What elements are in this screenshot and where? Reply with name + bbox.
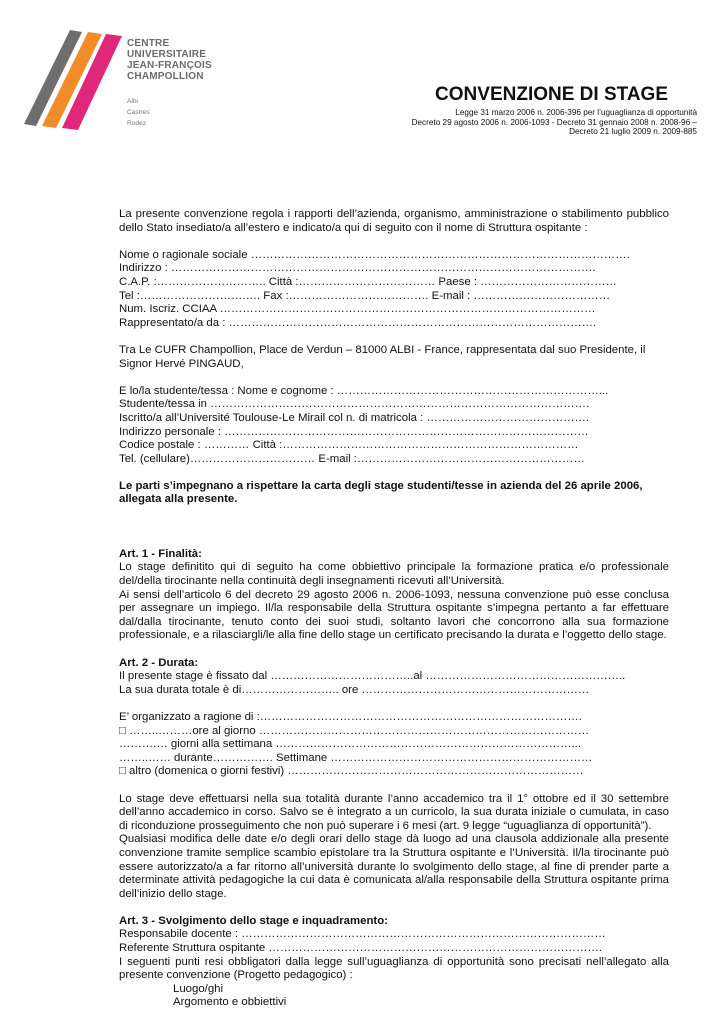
art2-option-text: ……..………ore al giorno …………………………………………………………………………… — [125, 724, 590, 737]
student-field-line: Indirizzo personale : …………………………………………………………………………………… — [119, 425, 589, 438]
art1-paragraph: Lo stage definitito qui di seguito ha come obbiettivo principale la formazione pratica e/o professionale del/della tirocinante nella continuità degli insegnamenti ricevuti all’Università. — [119, 561, 669, 588]
institution-line: CENTRE — [127, 38, 170, 49]
art2-duration-line: La sua durata totale è di…………………….. ore …………………………………………………… — [119, 683, 590, 696]
host-field-line: C.A.P. :……………………….. Città :……………………………… Paese : ……………………………… — [119, 275, 617, 288]
art3-responsabile-line: Responsabile docente : …………………………………………………………………………………… — [119, 928, 606, 941]
campus-cities — [127, 96, 150, 129]
student-fields — [119, 385, 669, 467]
host-field-line: Rappresentato/a da : ……………………………………………………………………………………. — [119, 316, 597, 329]
art3-title: Art. 3 - Svolgimento dello stage e inquadramento: — [119, 914, 388, 927]
law-line: Decreto 29 agosto 2006 n. 2006-1093 - Decreto 31 gennaio 2008 n. 2008-96 – — [411, 117, 697, 127]
art1-title: Art. 1 - Finalità: — [119, 547, 202, 560]
city-label: Albi — [127, 98, 138, 105]
art2-organized-line: E’ organizzato a ragione di :…………………………………………………………………………. — [119, 710, 582, 723]
student-field-line: Codice postale : ………… Città :…………………………………………………………………… — [119, 439, 579, 452]
host-field-line: Nome o ragionale sociale ………………………………………………………………………………………. — [119, 248, 630, 261]
student-field-line: E lo/la studente/tessa : Nome e cognome : ……………………………………………………………... — [119, 384, 609, 397]
document-body — [119, 208, 669, 1010]
art2-title: Art. 2 - Durata: — [119, 656, 199, 669]
institution-line: CHAMPOLLION — [127, 71, 204, 82]
cufr-paragraph: Tra Le CUFR Champollion, Place de Verdun – 81000 ALBI - France, rappresentata dal suo Presidente, il Signor Hervé PINGAUD, — [119, 343, 646, 370]
law-line: Decreto 21 luglio 2009 n. 2009-885 — [569, 127, 697, 136]
art2-option-text: altro (domenica o giorni festivi) …………………………………………………………………… — [125, 765, 584, 778]
student-field-line: Tel. (cellulare)…………………………… E-mail :…………………………………………………… — [119, 452, 585, 465]
intro-paragraph: La presente convenzione regola i rapporti dell’azienda, organismo, amministrazione o stabilimento pubblico dello Stato insediato/a all’estero e indicato/a qui di seguito con il nome di Struttura ospitante : — [119, 208, 669, 234]
city-label: Rodez — [127, 120, 147, 127]
law-line: Legge 31 marzo 2006 n. 2006-396 per l’uguaglianza di opportunità — [455, 108, 697, 117]
art2-option-line — [119, 765, 669, 779]
art1-paragraph: Ai sensi dell’articolo 6 del decreto 29 agosto 2006 n. 2006-1093, nessuna convenzione può esse conclusa per assegnare un impiego. Il/la responsabile della Struttura ospitante s’impegna pertanto a far effettuare dal/dalla tirocinante, tenuto conto dei suoi studi, soltanto lavori che concorrono alla sua formazione professionale, e a rilasciargli/le alla fine dello stage un certificato precisando la durata e l’oggetto dello stage. — [119, 588, 669, 642]
art2-option-line: ……….… giorni alla settimana ……………………………………………………………………... — [119, 738, 582, 751]
institution-line: JEAN-FRANÇOIS — [127, 60, 212, 71]
art2-paragraph: Lo stage deve effettuarsi nella sua totalità durante l’anno accademico tra il 1° ottobre ed il 30 settembre dell’anno accademico in corso. Salvo se è integrato a un curricolo, la sua durata iniziale o cumulata, in caso di riconduzione prosseguimento che non può superare i 6 mesi (art. 9 legge “uguaglianza di opportunità”). — [119, 792, 669, 832]
art3-item: Luogo/ghi — [173, 982, 224, 995]
art3-item: Argomento e obbiettivi — [173, 996, 287, 1009]
institution-name — [127, 38, 212, 82]
student-field-line: Studente/tessa in ………………………………………………………………………………………. — [119, 398, 590, 411]
commitment-statement: Le parti s’impegnano a rispettare la carta degli stage studenti/tesse in azienda del 26 aprile 2006, allegata alla presente. — [119, 479, 643, 506]
host-fields — [119, 249, 669, 331]
art2-start-line: Il presente stage è fissato dal ………………………………..al …………………………………………….. — [119, 670, 626, 683]
checkbox-icon: □ — [119, 724, 126, 737]
student-field-line: Iscritto/a all’Université Toulouse-Le Mirail col n. di matricola : ……………………………………. — [119, 411, 590, 424]
host-field-line: Indirizzo : …………………………………………………………………………………………………. — [119, 262, 596, 275]
institution-line: UNIVERSITAIRE — [127, 49, 207, 60]
art3-referente-line: Referente Struttura ospitante ……………………………………………………………………………. — [119, 942, 602, 955]
art2-paragraph: Qualsiasi modifica delle date e/o degli orari dello stage dà luogo ad una clausola addizionale alla presente convenzione tramite semplice scambio epistolare tra la Struttura ospitante e l’Università. Il/la tirocinante può essere autorizzato/a a far ritorno all’università durante lo svolgimento dello stage, al fine di prender parte a determinate attività pedagogiche la cui data è comunicata al/alla responsabile della Struttura ospitante prima dell’inizio dello stage. — [119, 833, 669, 900]
host-field-line: Num. Iscriz. CCIAA ……………………………………………………………………………………… — [119, 303, 596, 316]
checkbox-icon: □ — [119, 765, 126, 778]
host-field-line: Tel :……………………….…. Fax :………………………………. E-mail : ……………………………… — [119, 289, 611, 302]
art2-option-line — [119, 725, 669, 739]
art3-paragraph: I seguenti punti resi obbligatori dalla legge sull’uguaglianza di opportunità sono precisati nell’allegato alla presente convenzione (Progetto pedagogico) : — [119, 955, 669, 982]
university-logo — [22, 22, 132, 132]
legal-references — [412, 108, 697, 137]
city-label: Castres — [127, 109, 150, 116]
document-title: CONVENZIONE DI STAGE — [435, 84, 668, 105]
art2-option-line: ……..…… durante……………. Settimane …………………………………………………………… — [119, 751, 593, 764]
